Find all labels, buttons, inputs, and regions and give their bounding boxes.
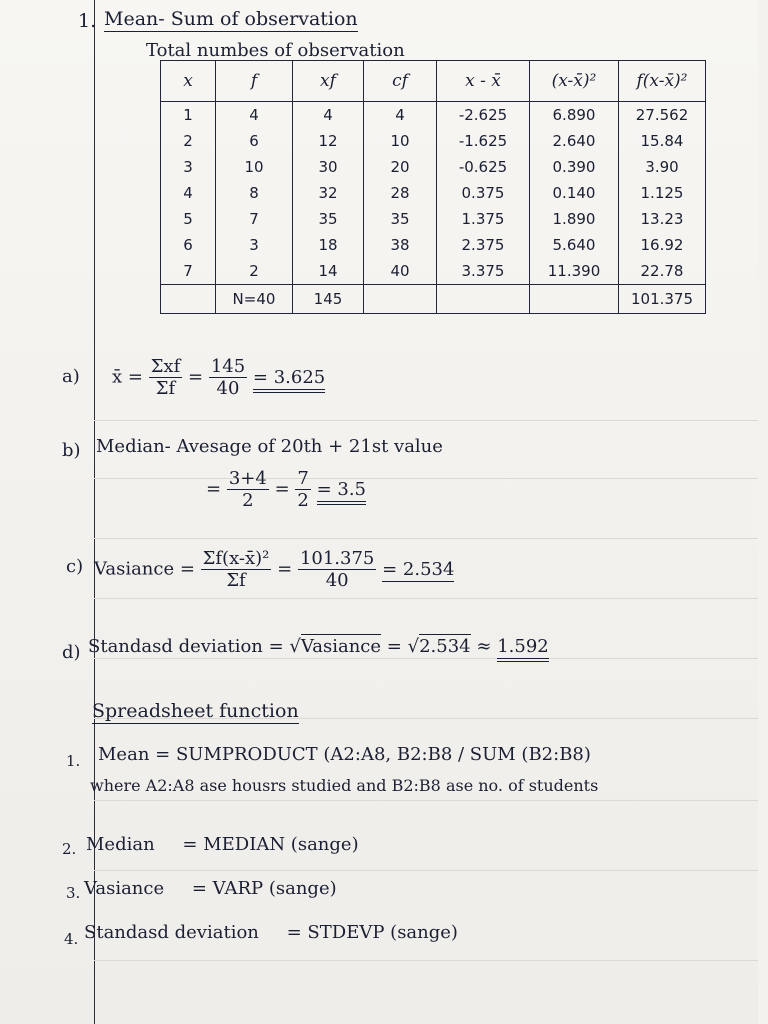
- median-numerator: 3+4: [228, 468, 267, 489]
- table-cell: 0.375: [437, 180, 530, 206]
- table-cell: 30: [293, 154, 364, 180]
- stddev-result: 1.592: [497, 636, 549, 662]
- table-cell: 1.375: [437, 206, 530, 232]
- table-cell: 13.23: [619, 206, 706, 232]
- mean-numerator-value: 145: [210, 356, 246, 377]
- item-number: 4.: [64, 930, 79, 948]
- sqrt-icon: √: [289, 636, 301, 657]
- variance-value-fraction: [298, 548, 376, 591]
- mean-fraction: [149, 356, 183, 399]
- total-f-deviation-squared: 101.375: [619, 285, 706, 314]
- ruled-line: [94, 478, 758, 479]
- table-cell: 35: [364, 206, 437, 232]
- stddev-formula: [88, 636, 549, 657]
- spreadsheet-item-variance: [84, 878, 337, 899]
- table-cell: 1.125: [619, 180, 706, 206]
- table-cell: -2.625: [437, 102, 530, 129]
- table-cell: [530, 285, 619, 314]
- table-cell: 6.890: [530, 102, 619, 129]
- median-numerator-2: 7: [297, 468, 309, 489]
- function-name: Median: [86, 834, 155, 855]
- table-cell: 7: [216, 206, 293, 232]
- table-cell: 27.562: [619, 102, 706, 129]
- spreadsheet-title: Spreadsheet function: [92, 700, 299, 722]
- variance-numerator-value: 101.375: [299, 548, 375, 569]
- stddev-sqrt-1: Vasiance: [300, 636, 382, 657]
- table-cell: -1.625: [437, 128, 530, 154]
- total-n: N=40: [216, 285, 293, 314]
- table-row: [161, 128, 706, 154]
- table-cell: 28: [364, 180, 437, 206]
- mean-lhs: x̄ =: [112, 366, 143, 388]
- table-cell: 1: [161, 102, 216, 129]
- table-cell: [364, 285, 437, 314]
- median-fraction: [227, 468, 269, 511]
- median-equals-2: =: [274, 478, 290, 500]
- variance-denominator: Σf: [226, 570, 246, 591]
- ruled-line: [94, 800, 758, 801]
- variance-fraction: [201, 548, 272, 591]
- table-row: [161, 180, 706, 206]
- ruled-line: [94, 960, 758, 961]
- table-cell: 3: [216, 232, 293, 258]
- question-number: 1.: [78, 10, 97, 32]
- table-cell: 2: [161, 128, 216, 154]
- sqrt-icon: √: [407, 636, 420, 657]
- variance-result: = 2.534: [382, 558, 455, 580]
- table-cell: 3.375: [437, 258, 530, 285]
- table-cell: 8: [216, 180, 293, 206]
- table-cell: 4: [161, 180, 216, 206]
- table-cell: 35: [293, 206, 364, 232]
- table-cell: 2: [216, 258, 293, 285]
- ruled-line: [94, 420, 758, 421]
- table-cell: 10: [216, 154, 293, 180]
- table-row: [161, 206, 706, 232]
- table-cell: 14: [293, 258, 364, 285]
- mean-denominator: Σf: [155, 378, 176, 399]
- part-b-label: b): [62, 440, 81, 461]
- function-formula: = MEDIAN (sange): [182, 834, 359, 855]
- median-result: = 3.5: [317, 479, 366, 505]
- stddev-equals: =: [386, 636, 402, 657]
- variance-denominator-value: 40: [325, 570, 349, 591]
- spreadsheet-note: where A2:A8 ase housrs studied and B2:B8 ase no. of students: [90, 776, 599, 795]
- table-cell: 6: [216, 128, 293, 154]
- page-title: Mean- Sum of observation: [104, 8, 358, 30]
- mean-denominator-value: 40: [216, 378, 240, 399]
- header-x: x: [161, 61, 216, 102]
- table-cell: 3: [161, 154, 216, 180]
- part-c-label: c): [66, 556, 84, 577]
- part-d-label: d): [62, 642, 81, 663]
- spreadsheet-item-mean: [98, 744, 591, 765]
- table-cell: [161, 285, 216, 314]
- variance-text: Vasiance =: [94, 558, 195, 580]
- spreadsheet-item-median: [86, 834, 359, 855]
- table-row: [161, 258, 706, 285]
- mean-value-fraction: [209, 356, 247, 399]
- table-totals-row: [161, 285, 706, 314]
- mean-result: = 3.625: [253, 367, 325, 393]
- table-cell: 6: [161, 232, 216, 258]
- median-denominator-2: 2: [297, 490, 309, 511]
- mean-formula: [112, 356, 325, 399]
- table-cell: -0.625: [437, 154, 530, 180]
- item-number: 3.: [66, 884, 81, 902]
- table-cell: 3.90: [619, 154, 706, 180]
- table-cell: 18: [293, 232, 364, 258]
- table-cell: 22.78: [619, 258, 706, 285]
- function-name: Mean: [98, 744, 150, 765]
- table-cell: 32: [293, 180, 364, 206]
- function-formula: = STDEVP (sange): [286, 922, 458, 943]
- stddev-sqrt-2: 2.534: [419, 636, 471, 657]
- variance-formula: [94, 548, 454, 591]
- header-f-deviation-squared: f(x-x̄)²: [619, 61, 706, 102]
- header-f: f: [216, 61, 293, 102]
- table-cell: 0.140: [530, 180, 619, 206]
- function-formula: = SUMPRODUCT (A2:A8, B2:B8 / SUM (B2:B8): [155, 744, 591, 765]
- header-cf: cf: [364, 61, 437, 102]
- median-denominator: 2: [242, 490, 254, 511]
- header-xf: xf: [293, 61, 364, 102]
- variance-numerator: Σf(x-x̄)²: [202, 548, 270, 569]
- function-name: Standasd deviation: [84, 922, 259, 943]
- table-cell: 11.390: [530, 258, 619, 285]
- function-name: Vasiance: [84, 878, 165, 899]
- function-formula: = VARP (sange): [191, 878, 337, 899]
- header-deviation: x - x̄: [437, 61, 530, 102]
- table-cell: 7: [161, 258, 216, 285]
- table-cell: 38: [364, 232, 437, 258]
- table-cell: 15.84: [619, 128, 706, 154]
- ruled-line: [94, 598, 758, 599]
- median-text: Median- Avesage of 20th + 21st value: [96, 436, 443, 457]
- table-row: [161, 232, 706, 258]
- total-xf: 145: [293, 285, 364, 314]
- table-cell: 0.390: [530, 154, 619, 180]
- table-cell: 40: [364, 258, 437, 285]
- median-fraction-2: [295, 468, 310, 511]
- table-cell: 2.375: [437, 232, 530, 258]
- table-cell: [437, 285, 530, 314]
- variance-equals: =: [277, 558, 293, 580]
- table-cell: 4: [364, 102, 437, 129]
- ruled-line: [94, 658, 758, 659]
- mean-equals: =: [187, 366, 204, 388]
- stddev-text: Standasd deviation =: [88, 636, 284, 657]
- item-number: 1.: [66, 752, 81, 770]
- table-cell: 5: [161, 206, 216, 232]
- mean-numerator: Σxf: [150, 356, 181, 377]
- table-cell: 5.640: [530, 232, 619, 258]
- table-cell: 1.890: [530, 206, 619, 232]
- item-number: 2.: [62, 840, 77, 858]
- ruled-line: [94, 538, 758, 539]
- median-equals: =: [206, 478, 222, 500]
- page-subtitle: Total numbes of observation: [146, 40, 405, 61]
- part-a-label: a): [62, 366, 80, 387]
- median-formula: [206, 468, 366, 511]
- frequency-table: [160, 60, 706, 314]
- spreadsheet-item-stddev: [84, 922, 458, 943]
- table-cell: 20: [364, 154, 437, 180]
- table-cell: 4: [216, 102, 293, 129]
- table-cell: 2.640: [530, 128, 619, 154]
- table-cell: 12: [293, 128, 364, 154]
- table-cell: 16.92: [619, 232, 706, 258]
- stddev-approx: ≈: [476, 636, 492, 657]
- table-row: [161, 154, 706, 180]
- table-cell: 4: [293, 102, 364, 129]
- table-header-row: [161, 61, 706, 102]
- header-deviation-squared: (x-x̄)²: [530, 61, 619, 102]
- ruled-line: [94, 870, 758, 871]
- table-cell: 10: [364, 128, 437, 154]
- table-row: [161, 102, 706, 129]
